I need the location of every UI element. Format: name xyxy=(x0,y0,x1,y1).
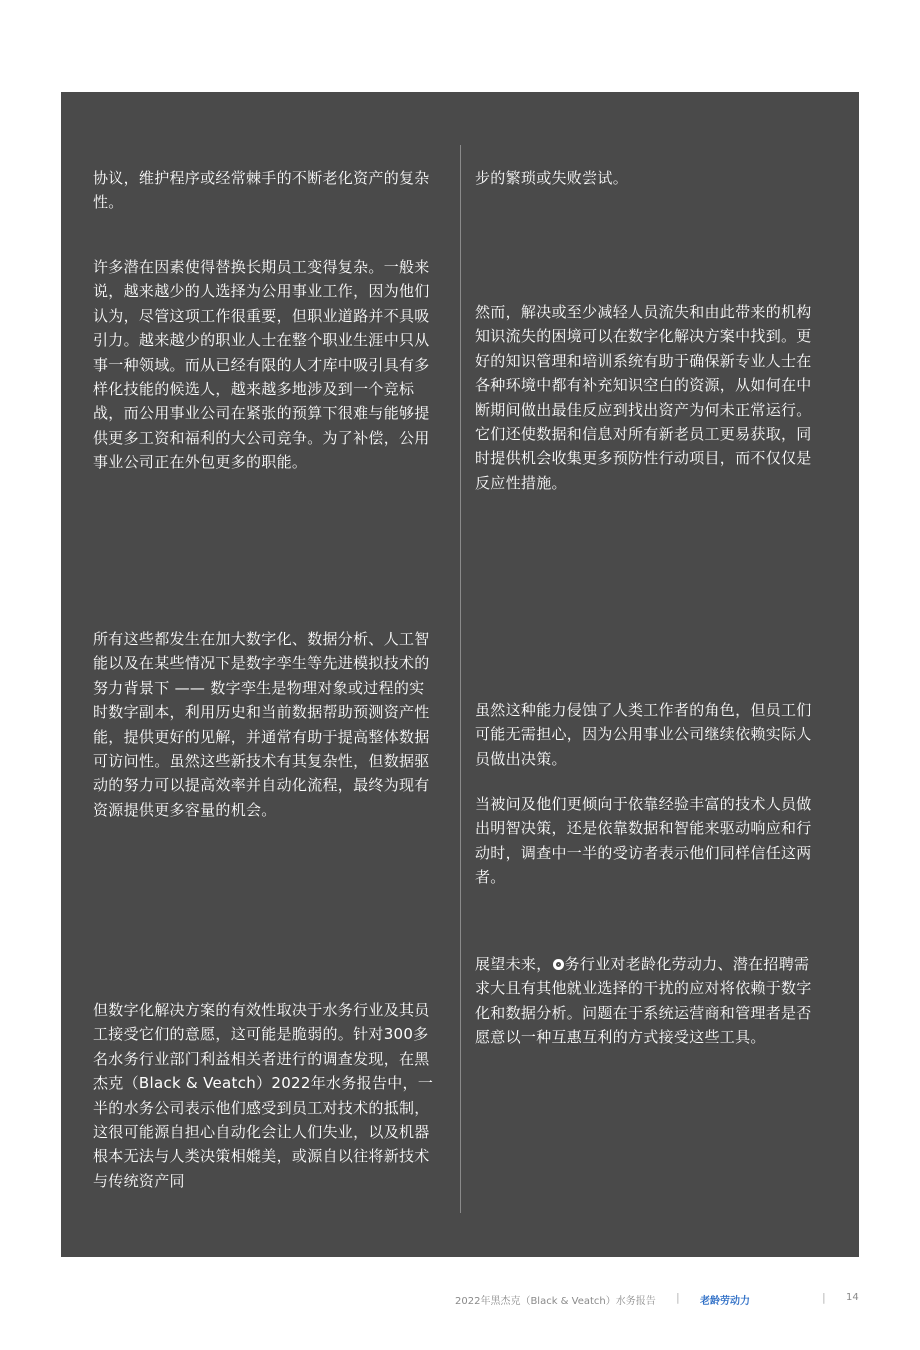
footer-report-title: 2022年黑杰克（Black & Veatch）水务报告 xyxy=(455,1296,656,1307)
left-paragraph-3: 所有这些都发生在加大数字化、数据分析、人工智能以及在某些情况下是数字孪生等先进模拟技术的努力背景下 —— 数字孪生是物理对象或过程的实时数字副本，利用历史和当前数据帮助预测资产性能，提供更好的见解，并通常有助于提高整体数据可访问性。虽然这些新技术有其复杂性，但数据驱动的努力可以提高效率并自动化流程，最终为现有资源提供更多容量的机会。 xyxy=(93,630,430,819)
left-paragraph-2: 许多潜在因素使得替换长期员工变得复杂。一般来说，越来越少的人选择为公用事业工作，因为他们认为，尽管这项工作很重要，但职业道路并不具吸引力。越来越少的职业人士在整个职业生涯中只从事一种领域。而从已经有限的人才库中吸引具有多样化技能的候选人，越来越多地涉及到一个竞标战，而公用事业公司在紧张的预算下很难与能够提供更多工资和福利的大公司竞争。为了补偿，公用事业公司正在外包更多的职能。 xyxy=(93,258,430,472)
left-paragraph-1: 协议，维护程序或经常棘手的不断老化资产的复杂性。 xyxy=(93,169,430,212)
right-paragraph-2: 然而，解决或至少减轻人员流失和由此带来的机构知识流失的困境可以在数字化解决方案中找到。更好的知识管理和培训系统有助于确保新专业人士在各种环境中都有补充知识空白的资源，从如何在中断期间做出最佳反应到找出资产为何未正常运行。它们还使数据和信息对所有新老员工更易获取，同时提供机会收集更多预防性行动项目，而不仅仅是反应性措施。 xyxy=(475,303,812,492)
page-number: 14 xyxy=(846,1292,859,1303)
paragraph-5-start: 展望未来， xyxy=(475,955,552,973)
right-paragraph-5 xyxy=(475,952,821,1050)
left-paragraph-4: 但数字化解决方案的有效性取决于水务行业及其员工接受它们的意愿，这可能是脆弱的。针对300多名水务行业部门利益相关者进行的调查发现，在黑杰克（Black & Veatch）2022年水务报告中，一半的水务公司表示他们感受到员工对技术的抵制，这很可能源自担心自动化会让人们失业，以及机器根本无法与人类决策相媲美，或源自以往将新技术与传统资产同 xyxy=(93,1001,434,1190)
right-paragraph-1: 步的繁琐或失败尝试。 xyxy=(475,169,629,187)
column-divider xyxy=(460,145,461,1213)
right-paragraph-3: 虽然这种能力侵蚀了人类工作者的角色，但员工们可能无需担心，因为公用事业公司继续依赖实际人员做出决策。 xyxy=(475,701,812,768)
footer-section-title: 老龄劳动力 xyxy=(700,1296,750,1307)
paragraph-5-rest: 务行业对老龄化劳动力、潜在招聘需求大且有其他就业选择的干扰的应对将依赖于数字化和数据分析。问题在于系统运营商和管理者是否愿意以一种互惠互利的方式接受这些工具。 xyxy=(475,955,812,1047)
gear-icon xyxy=(553,959,564,970)
footer-separator: | xyxy=(822,1291,826,1304)
footer-separator: | xyxy=(676,1291,680,1304)
right-paragraph-4: 当被问及他们更倾向于依靠经验丰富的技术人员做出明智决策，还是依靠数据和智能来驱动响应和行动时，调查中一半的受访者表示他们同样信任这两者。 xyxy=(475,795,812,887)
